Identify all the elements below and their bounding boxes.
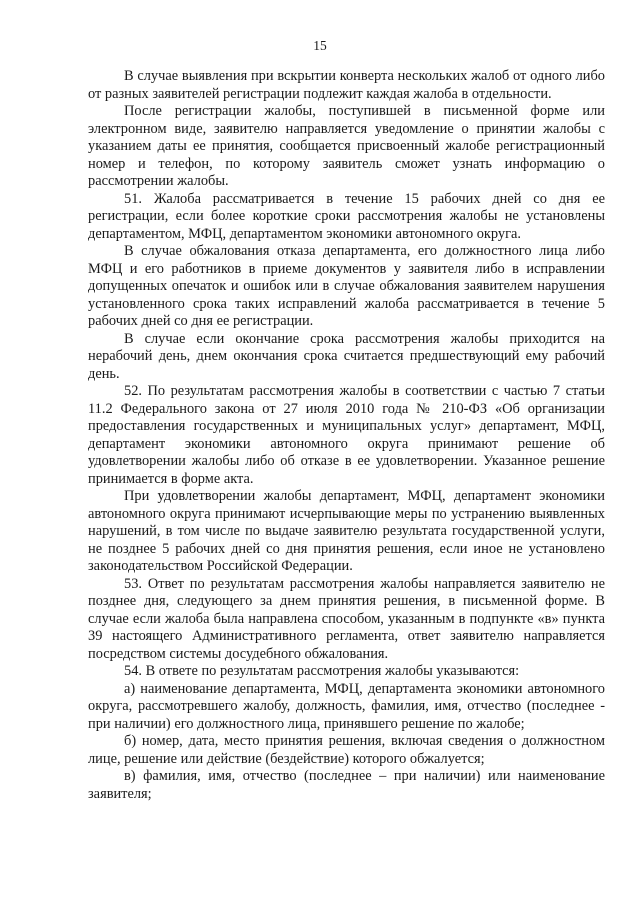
paragraph-multiple-complaints: В случае выявления при вскрытии конверта нескольких жалоб от одного либо от разных заявителей регистрации подлежит каждая жалоба в отдельности.: [88, 68, 605, 102]
paragraph-54-item-a: а) наименование департамента, МФЦ, департамента экономики автономного округа, рассмотревшего жалобу, должность, фамилия, имя, отчество (последнее - при наличии) его должностного лица, принявшего решение по жалобе;: [88, 680, 605, 732]
paragraph-registration-notice: После регистрации жалобы, поступившей в письменной форме или электронном виде, заявителю направляется уведомление о принятии жалобы с указанием даты ее принятия, сообщается присвоенный жалобе регистрационный номер и телефон, по которому заявитель сможет узнать информацию о рассмотрении жалобы.: [88, 103, 605, 189]
paragraph-51-review-term: 51. Жалоба рассматривается в течение 15 рабочих дней со дня ее регистрации, если более короткие сроки рассмотрения жалобы не установлены департаментом, МФЦ, департаментом экономики автономного округа.: [88, 190, 605, 242]
paragraph-satisfaction-measures: При удовлетворении жалобы департамент, МФЦ, департамент экономики автономного округа принимают исчерпывающие меры по устранению выявленных нарушений, в том числе по выдаче заявителю результата государственной услуги, не позднее 5 рабочих дней со дня принятия решения, если иное не установлено законодательством Российской Федерации.: [88, 488, 605, 574]
paragraph-52-decision: 52. По результатам рассмотрения жалобы в соответствии с частью 7 статьи 11.2 Федерального закона от 27 июля 2010 года № 210-ФЗ «Об организации предоставления государственных и муниципальных услуг» департамент, МФЦ, департамент экономики автономного округа принимают решение об удовлетворении жалобы либо об отказе в ее удовлетворении. Указанное решение принимается в форме акта.: [88, 383, 605, 487]
paragraph-54-response-contents: 54. В ответе по результатам рассмотрения жалобы указываются:: [124, 663, 520, 679]
paragraph-53-response: 53. Ответ по результатам рассмотрения жалобы направляется заявителю не позднее дня, следующего за днем принятия решения, в письменной форме. В случае если жалоба была направлена способом, указанным в подпункте «в» пункта 39 настоящего Административного регламента, ответ заявителю направляется посредством системы досудебного обжалования.: [88, 575, 605, 662]
paragraph-non-working-day: В случае если окончание срока рассмотрения жалобы приходится на нерабочий день, днем окончания срока считается предшествующий ему рабочий день.: [88, 330, 605, 382]
paragraph-refusal-appeal: В случае обжалования отказа департамента, его должностного лица либо МФЦ и его работников в приеме документов у заявителя либо в исправлении допущенных опечаток и ошибок или в случае обжалования заявителем нарушения установленного срока таких исправлений жалоба рассматривается в течение 5 рабочих дней со дня ее регистрации.: [88, 243, 605, 329]
paragraph-54-item-b: б) номер, дата, место принятия решения, включая сведения о должностном лице, решение или действие (бездействие) которого обжалуется;: [88, 733, 605, 767]
document-body: [88, 68, 605, 803]
page-number: 15: [313, 38, 327, 53]
paragraph-54-item-c: в) фамилия, имя, отчество (последнее – при наличии) или наименование заявителя;: [88, 768, 605, 802]
